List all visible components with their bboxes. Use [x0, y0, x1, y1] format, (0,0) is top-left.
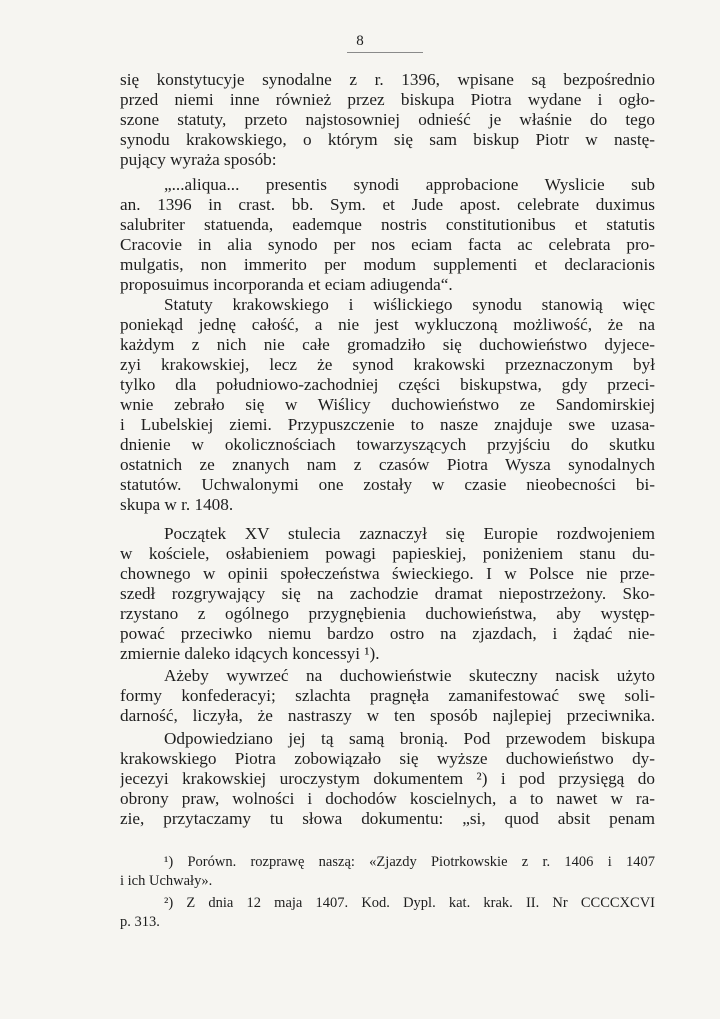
footnote-line: ¹) Porówn. rozprawę naszą: «Zjazdy Piotrkowskie z r. 1406 i 1407 [164, 854, 655, 870]
text-line: Początek XV stulecia zaznaczył się Europie rozdwojeniem [164, 524, 655, 543]
text-line: Statuty krakowskiego i wiślickiego synodu stanowią więc [164, 295, 655, 314]
text-line: mulgatis, non immerito per modum supplementi et declaracionis [120, 255, 655, 275]
footnote-line: ²) Z dnia 12 maja 1407. Kod. Dypl. kat. krak. II. Nr CCCCXCVI [164, 895, 655, 911]
text-line: statutów. Uchwalonymi one zostały w czasie nieobecności bi- [120, 475, 655, 495]
text-line: ostatnich ze znanych nam z czasów Piotra Wysza synodalnych [120, 455, 655, 475]
text-line: obrony praw, wolności i dochodów koscielnych, a to nawet w ra- [120, 789, 655, 809]
footnote-line: p. 313. [120, 913, 160, 930]
text-line: zie, przytaczamy tu słowa dokumentu: „si, quod absit penam [120, 809, 655, 829]
text-line: synodu krakowskiego, o którym się sam biskup Piotr w nastę- [120, 130, 655, 150]
text-line: w kościele, osłabieniem powagi papieskiej, poniżeniem stanu du- [120, 544, 655, 564]
text-line: rzystano z ogólnego przygnębienia duchowieństwa, aby występ- [120, 604, 655, 624]
text-line: darność, liczyła, że nastraszy w ten sposób najlepiej przeciwnika. [120, 706, 655, 726]
paragraph-4 [120, 524, 655, 664]
page-number: 8 [356, 33, 364, 49]
paragraph-5 [120, 666, 655, 726]
text-line: pować przeciwko niemu bardzo ostro na zjazdach, i żądać nie- [120, 624, 655, 644]
paragraph-6 [120, 729, 655, 829]
paragraph-3 [120, 295, 655, 516]
text-line: dnienie w okolicznościach towarzyszących przyjściu do skutku [120, 435, 655, 455]
text-line: an. 1396 in crast. bb. Sym. et Jude apost. celebrate duximus [120, 195, 655, 215]
text-line: i Lubelskiej ziemi. Przypuszczenie to nasze znajduje swe uzasa- [120, 415, 655, 435]
text-line: jecezyi krakowskiej uroczystym dokumentem ²) i pod przysięgą do [120, 769, 655, 789]
text-line: szedł rozgrywający się na zachodzie dramat niepostrzeżony. Sko- [120, 584, 655, 604]
footnote-line: i ich Uchwały». [120, 872, 213, 889]
text-line: skupa w r. 1408. [120, 495, 234, 515]
page-number-rule [347, 52, 423, 53]
text-line: każdym z nich nie całe gromadziło się duchowieństwo dyjece- [120, 335, 655, 355]
text-line: salubriter statuenda, eademque nostris constitutionibus et statutis [120, 215, 655, 235]
text-line: się konstytucyje synodalne z r. 1396, wpisane są bezpośrednio [120, 70, 655, 89]
text-line: zyi krakowskiej, lecz że synod krakowski przeznaczonym był [120, 355, 655, 375]
footnotes [120, 853, 655, 931]
text-line: Cracovie in alia synodo per nos eciam facta ac celebrata pro- [120, 235, 655, 255]
paragraph-1 [120, 70, 655, 170]
text-line: wnie zebrało się w Wiślicy duchowieństwo ze Sandomirskiej [120, 395, 655, 415]
text-line: „...aliqua... presentis synodi approbacione Wyslicie sub [164, 175, 655, 194]
text-line: tylko dla południowo-zachodniej części biskupstwa, gdy przeci- [120, 375, 655, 395]
text-line: chownego w opinii społeczeństwa świeckiego. I w Polsce nie prze- [120, 564, 655, 584]
text-line: poniekąd jednę całość, a nie jest wykluczoną możliwość, że na [120, 315, 655, 335]
latin-quote-paragraph [120, 175, 655, 295]
text-line: Ażeby wywrzeć na duchowieństwie skuteczny nacisk użyto [164, 666, 655, 685]
text-line: proposuimus incorporanda et eciam adiugenda“. [120, 275, 453, 295]
footnote-1 [120, 853, 655, 890]
text-line: zmiernie daleko idących koncessyi ¹). [120, 644, 380, 664]
text-line: szone statuty, przeto najstosowniej odnieść je właśnie do tego [120, 110, 655, 130]
text-line: Odpowiedziano jej tą samą bronią. Pod przewodem biskupa [164, 729, 655, 748]
text-line: formy konfederacyi; szlachta pragnęła zamanifestować swę soli- [120, 686, 655, 706]
text-line: krakowskiego Piotra zobowiązało się wyższe duchowieństwo dy- [120, 749, 655, 769]
text-line: przed niemi inne również przez biskupa Piotra wydane i ogło- [120, 90, 655, 110]
text-line: pujący wyraża sposób: [120, 150, 277, 170]
footnote-2 [120, 894, 655, 931]
